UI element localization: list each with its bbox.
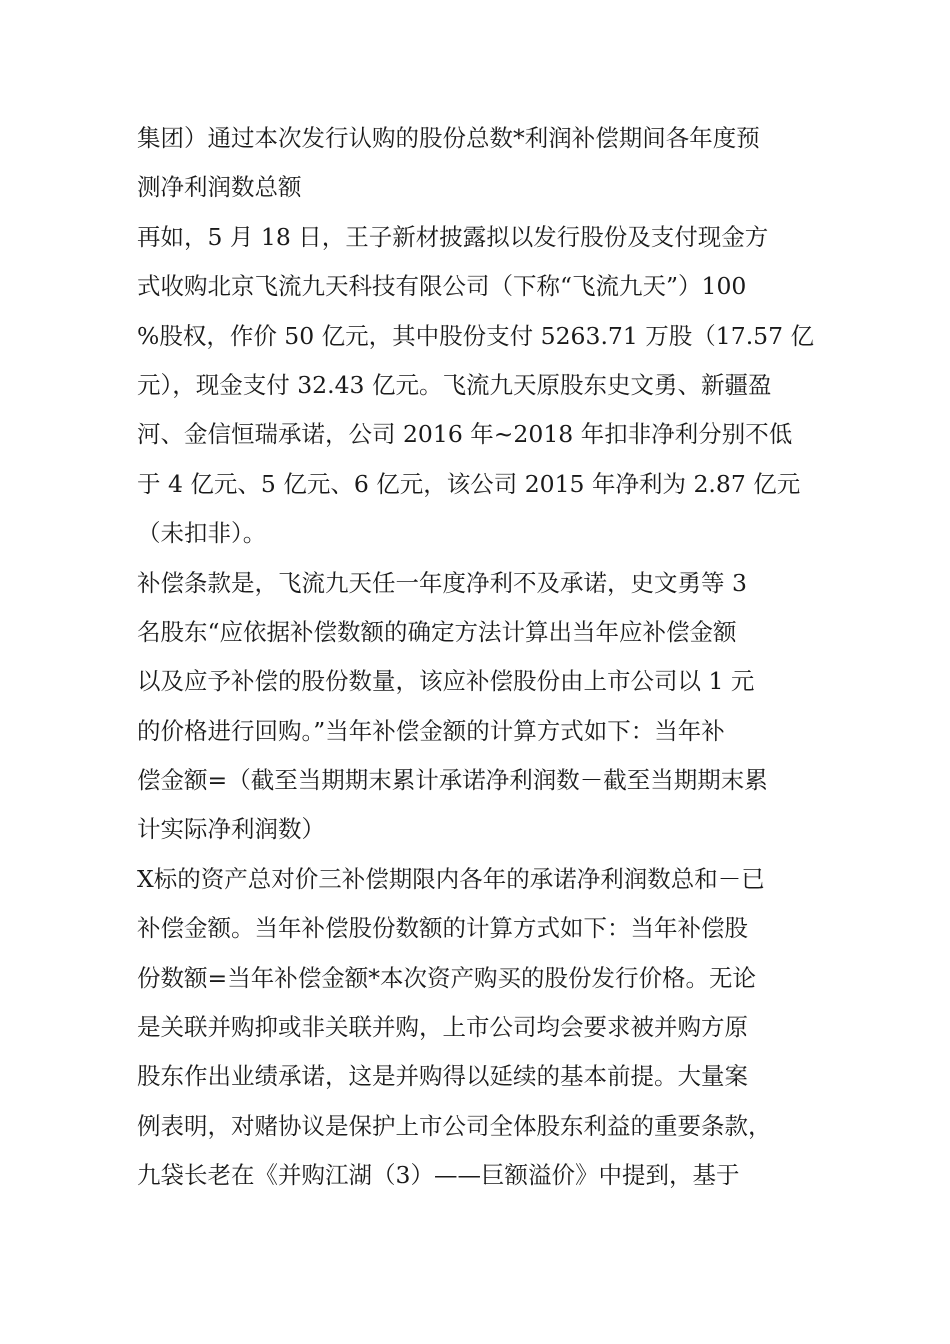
text-line: 集团）通过本次发行认购的股份总数*利润补偿期间各年度预	[137, 124, 760, 152]
text-line: 于 4 亿元、5 亿元、6 亿元，该公司 2015 年净利为 2.87 亿元	[137, 469, 801, 498]
text-line: 是关联并购抑或非关联并购，上市公司均会要求被并购方原	[137, 1013, 748, 1042]
text-line: 名股东“应依据补偿数额的确定方法计算出当年应补偿金额	[137, 617, 737, 646]
text-line: 元），现金支付 32.43 亿元。飞流九天原股东史文勇、新疆盈	[137, 370, 772, 399]
text-line: 九袋长老在《并购江湖（3）——巨额溢价》中提到，基于	[137, 1161, 740, 1190]
text-line: 再如，5 月 18 日，王子新材披露拟以发行股份及支付现金方	[137, 222, 769, 251]
text-line: 股东作出业绩承诺，这是并购得以延续的基本前提。大量案	[137, 1062, 748, 1091]
text-line: 偿金额=（截至当期期末累计承诺净利润数－截至当期期末累	[137, 766, 768, 795]
text-line: 测净利润数总额	[137, 173, 302, 202]
text-line: %股权，作价 50 亿元，其中股份支付 5263.71 万股（17.57 亿	[137, 321, 815, 350]
text-line: 补偿条款是，飞流九天任一年度净利不及承诺，史文勇等 3	[137, 568, 747, 597]
text-line: 式收购北京飞流九天科技有限公司（下称“飞流九天”）100	[137, 272, 747, 301]
document-body	[137, 114, 823, 1201]
text-line: 份数额=当年补偿金额*本次资产购买的股份发行价格。无论	[137, 963, 756, 992]
text-line: 例表明，对赌协议是保护上市公司全体股东利益的重要条款，	[137, 1111, 772, 1140]
text-line: 河、金信恒瑞承诺，公司 2016 年~2018 年扣非净利分别不低	[137, 420, 793, 449]
text-line: （未扣非）。	[137, 519, 267, 548]
text-line: 计实际净利润数）	[137, 815, 325, 844]
text-line: 以及应予补偿的股份数量，该应补偿股份由上市公司以 1 元	[137, 667, 755, 696]
text-line: Χ标的资产总对价三补偿期限内各年的承诺净利润数总和－已	[137, 864, 765, 893]
text-line: 补偿金额。当年补偿股份数额的计算方式如下：当年补偿股	[137, 914, 748, 943]
text-line: 的价格进行回购。”当年补偿金额的计算方式如下：当年补	[137, 716, 725, 745]
